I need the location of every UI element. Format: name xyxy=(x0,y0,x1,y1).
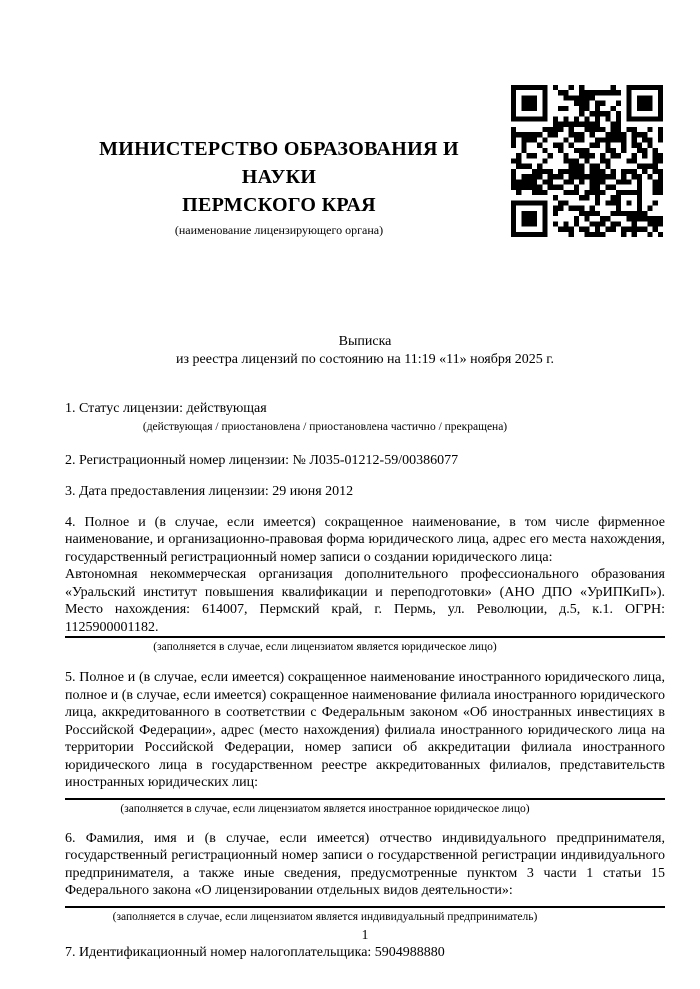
licensing-authority-header xyxy=(65,135,493,238)
item-legal-entity-caption: (заполняется в случае, если лицензиатом является юридическое лицо) xyxy=(153,641,497,653)
item-legal-entity-label: 4. Полное и (в случае, если имеется) сокращенное наименование, в том числе фирменное наименование, и организационно-правовая форма юридического лица, адрес его места нахождения, государственный регистрационный номер записи о создании юридического лица: xyxy=(65,514,665,565)
ministry-name-line1: МИНИСТЕРСТВО ОБРАЗОВАНИЯ И НАУКИ xyxy=(99,138,459,188)
item-grant-date: 3. Дата предоставления лицензии: 29 июня 2012 xyxy=(65,484,354,499)
document-content xyxy=(65,0,665,961)
fill-in-line-foreign-entity xyxy=(65,798,665,800)
licensing-authority-caption: (наименование лицензирующего органа) xyxy=(174,223,384,237)
fill-in-line-legal-entity xyxy=(65,636,665,638)
item-license-status: 1. Статус лицензии: действующая xyxy=(65,401,267,416)
page-number: 1 xyxy=(361,927,369,942)
fill-in-line-individual-entrepreneur xyxy=(65,906,665,908)
document-title-line1: Выписка xyxy=(338,334,392,349)
item-legal-entity-value: Автономная некоммерческая организация дополнительного профессионального образования «Уральский институт повышения квалификации и переподготовки» (АНО ДПО «УрИПКиП»). Место нахождения: 614007, Пермский край, г. Пермь, ул. Революции, д.5, к.1. ОГРН: 1125900001182. xyxy=(65,567,665,635)
ministry-name-line2: ПЕРМСКОГО КРАЯ xyxy=(182,194,376,216)
item-foreign-entity-label: 5. Полное и (в случае, если имеется) сокращенное наименование иностранного юридического лица, полное и (в случае, если имеется) сокращенное наименование филиала иностранного юридического лица, аккредитованного в соответствии с Федеральным законом «Об иностранных инвестициях в Российской Федерации», адрес (место нахождения) филиала иностранного юридического лица на территории Российской Федерации, номер записи об аккредитации филиала иностранного юридического лица в государственном реестре аккредитованных филиалов, представительств иностранных юридических лиц: xyxy=(65,670,665,790)
document-title xyxy=(65,333,665,369)
item-taxpayer-number: 7. Идентификационный номер налогоплательщика: 5904988880 xyxy=(65,944,445,960)
item-registration-number: 2. Регистрационный номер лицензии: № Л035-01212-59/00386077 xyxy=(65,452,459,468)
item-individual-entrepreneur-caption: (заполняется в случае, если лицензиатом является индивидуальный предприниматель) xyxy=(112,910,538,923)
document-title-line2: из реестра лицензий по состоянию на 11:19 «11» ноября 2025 г. xyxy=(176,352,554,367)
item-foreign-entity-caption: (заполняется в случае, если лицензиатом является иностранное юридическое лицо) xyxy=(120,802,530,815)
item-individual-entrepreneur-label: 6. Фамилия, имя и (в случае, если имеется) отчество индивидуального предпринимателя, государственный регистрационный номер записи о государственной регистрации индивидуального предпринимателя, а также иные сведения, предусмотренные пунктом 3 части 1 статьи 15 Федерального закона «О лицензировании отдельных видов деятельности»: xyxy=(65,830,665,898)
item-license-status-caption: (действующая / приостановлена / приостановлена частично / прекращена) xyxy=(142,420,508,433)
